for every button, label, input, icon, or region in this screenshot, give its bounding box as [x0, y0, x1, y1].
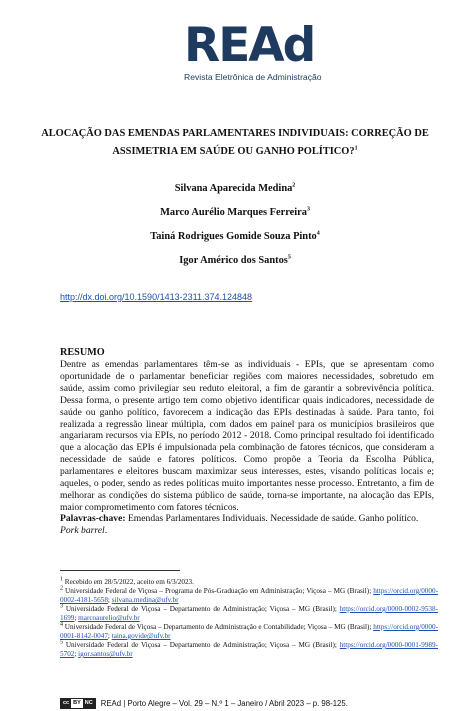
footer-citation: REAd | Porto Alegre – Vol. 29 – N.º 1 – Janeiro / Abril 2023 – p. 98-125. [100, 699, 348, 708]
email-link[interactable]: silvana.medina@ufv.br [111, 596, 179, 604]
article-title-line-2 [40, 143, 430, 161]
orcid-link[interactable]: https://orcid.org/0000-0001-8142-0047 [60, 623, 438, 640]
author-4 [40, 255, 430, 266]
footnote-5: $^5$ Universidade Federal de Viçosa – Departamento de Administração; Viçosa – MG (Brasil); https://orcid.org/0000-0001-9989-5702; igor.santos@ufv.br [60, 639, 438, 658]
footnote-separator [60, 570, 180, 571]
orcid-link[interactable]: https://orcid.org/0000-0002-4181-5658 [60, 587, 438, 604]
footnote-text: Universidade Federal de Viçosa – Departamento de Administração e Contabilidade; Viçosa – MG (Brasil); [63, 623, 374, 631]
article-title [40, 125, 430, 161]
footnote-3: $^3$ Universidade Federal de Viçosa – Departamento de Administração; Viçosa – MG (Brasil); https://orcid.org/0000-0002-9538-1699; marcoaurelio@ufv.br [60, 603, 438, 622]
cc-nc-icon: NC [84, 700, 93, 706]
cc-icon: cc [63, 700, 70, 706]
author-1 [40, 183, 430, 194]
footnotes [60, 578, 438, 659]
doi-link[interactable]: http://dx.doi.org/10.1590/1413-2311.374.124848 [60, 292, 252, 302]
footnote-text: Universidade Federal de Viçosa – Departamento de Administração; Viçosa – MG (Brasil); [63, 641, 340, 649]
author-name: Igor Américo dos Santos [179, 255, 288, 266]
email-link[interactable]: taina.govide@ufv.br [111, 632, 171, 640]
author-3 [40, 231, 430, 242]
article-title-line-1: ALOCAÇÃO DAS EMENDAS PARLAMENTARES INDIVIDUAIS: CORREÇÃO DE [41, 128, 429, 139]
author-footnote-marker[interactable]: 2 [292, 182, 296, 189]
author-name: Silvana Aparecida Medina [174, 183, 293, 194]
footnote-2: $^2$ Universidade Federal de Viçosa – Programa de Pós-Graduação em Administração; Viçosa – MG (Brasil); https://orcid.org/0000-0002-4181-5658; silvana.medina@ufv.br [60, 585, 438, 604]
journal-logo [184, 18, 334, 82]
author-name: Marco Aurélio Marques Ferreira [160, 207, 307, 218]
author-footnote-marker[interactable]: 4 [316, 230, 320, 237]
keywords-label: Palavras-chave: [60, 513, 126, 524]
abstract-text: Dentre as emendas parlamentares têm-se as individuais - EPIs, que se apresentam como oportunidade de o parlamentar beneficiar regiões com maiores necessidades, sobretudo em saúde, assim como privilegiar seu reduto eleitoral, a fim de garantir a sobrevivência política. Dessa forma, o presente artigo tem como objetivo identificar quais indicadores, necessidade de saúde ou ganho político, favorecem a indicação das EPIs destinadas à saúde. Para tanto, foi realizada a regressão linear múltipla, com dados em painel para os municípios brasileiros que angariaram recursos via EPIs, no período 2012 - 2018. Como principal resultado foi identificado que a alocação das EPIs é impulsionada pela combinação de fatores técnicos, que consideram a necessidade de saúde e fatores políticos. Como propõe a Teoria da Escolha Pública, parlamentares e eleitores buscam maximizar seus interesses, estes, visando políticas locais e; aqueles, o poder, sendo as redes políticas muito importantes nesse processo. Entretanto, a fim de melhorar as condições do sistema público de saúde, torna-se importante, na alocação das EPIs, maior comprometimento com fatores técnicos. [60, 359, 434, 513]
page-footer [60, 698, 348, 709]
footnote-1 [60, 578, 438, 587]
cc-by-icon: BY [73, 700, 81, 706]
cc-license-badge[interactable] [60, 698, 96, 709]
journal-logo-text: REAd [184, 18, 315, 73]
author-footnote-marker[interactable]: 5 [287, 254, 291, 261]
footnote-text: Recebido em 28/5/2022, aceito em 6/3/2023. [63, 578, 194, 586]
footnote-number: 1 [60, 576, 63, 583]
journal-subtitle: Revista Eletrônica de Administração [184, 72, 322, 82]
footnote-number: 2 [60, 585, 63, 592]
author-footnote-marker[interactable]: 3 [306, 206, 310, 213]
orcid-link[interactable]: https://orcid.org/0000-0002-9538-1699 [60, 605, 438, 622]
footnote-number: 4 [60, 621, 63, 628]
footnote-number: 5 [60, 639, 63, 646]
keywords [60, 513, 434, 537]
article-title-line-2-text: ASSIMETRIA EM SAÚDE OU GANHO POLÍTICO? [112, 146, 355, 157]
footnote-4: $^4$ Universidade Federal de Viçosa – Departamento de Administração e Contabilidade; Viçosa – MG (Brasil); https://orcid.org/0000-0001-8142-0047; taina.govide@ufv.br [60, 621, 438, 640]
title-footnote-marker[interactable]: 1 [354, 145, 358, 152]
author-2 [40, 207, 430, 218]
footnote-text: Universidade Federal de Viçosa – Departamento de Administração; Viçosa – MG (Brasil); [63, 605, 340, 613]
footnote-text: Universidade Federal de Viçosa – Programa de Pós-Graduação em Administração; Viçosa – MG (Brasil); [63, 587, 374, 595]
keywords-italic: Pork barrel [60, 524, 105, 536]
footnote-number: 3 [60, 603, 63, 610]
email-link[interactable]: igor.santos@ufv.br [78, 650, 133, 658]
abstract-heading: RESUMO [60, 347, 105, 358]
keywords-end: . [104, 524, 108, 536]
keywords-text: Emendas Parlamentares Individuais. Necessidade de saúde. Ganho político. [125, 513, 419, 524]
author-name: Tainá Rodrigues Gomide Souza Pinto [150, 231, 317, 242]
email-link[interactable]: marcoaurelio@ufv.br [78, 614, 140, 622]
orcid-link[interactable]: https://orcid.org/0000-0001-9989-5702 [60, 641, 438, 658]
